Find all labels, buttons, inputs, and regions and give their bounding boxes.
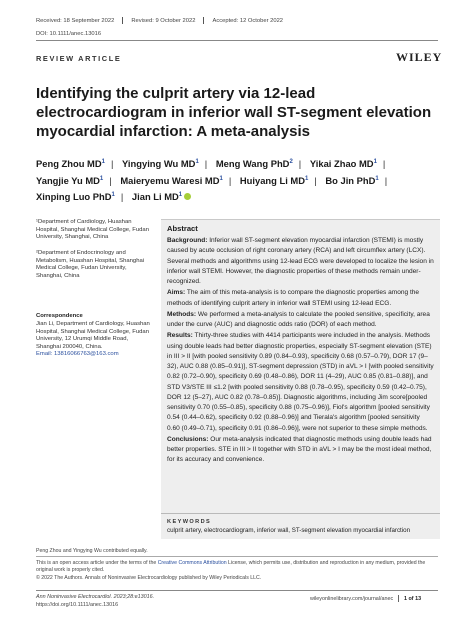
correspondence-email[interactable]: Email: 13816066763@163.com [36, 351, 119, 358]
author-name[interactable]: Peng Zhou $MD^1$ [36, 158, 105, 170]
copyright: © 2022 The Authors. Annals of Noninvasive Electrocardiology published by Wiley Periodicals LLC. [36, 574, 262, 581]
received-date: Received: 18 September 2022 [36, 18, 115, 25]
orcid-icon[interactable] [184, 193, 191, 200]
page-number: 1 of 13 [404, 595, 422, 602]
journal-citation: Ann Noninvasive Electrocardiol. 2023;28:e13016. [36, 594, 155, 600]
abstract-background: Background: Inferior wall ST-segment elevation myocardial infarction (STEMI) is mostly caused by acute occlusion of right coronary artery (RCA) and left circumflex artery (LCX). Several methods and algorithms using 12-lead ECG were developed to localize the lesion in inferior wall STEMI. However, the diagnostic properties of these methods remain under-recognized. [167, 237, 434, 285]
article-type: REVIEW ARTICLE [36, 54, 122, 63]
equal-contribution-note: Peng Zhou and Yingying Wu contributed equally. [36, 548, 148, 554]
author-name[interactable]: Bo Jin PhD$^1$ [325, 174, 379, 186]
publication-dates [36, 17, 283, 24]
footer-site [310, 595, 421, 602]
abstract-methods: Methods: We performed a meta-analysis to calculate the pooled sensitive, specificity, area under the curve (AUC) and diagnostic odds ratio (DOR) of each method. [167, 310, 430, 328]
publisher-logo: WILEY [396, 50, 443, 64]
divider [398, 595, 399, 602]
author-name[interactable]: Meng Wang PhD$^2$ [215, 158, 293, 170]
license-notice: This is an open access article under the terms of the Creative Commons Attribution License, which permits use, distribution and reproduction in any medium, provided the original work is properly cited. © 2022 The Authors. Annals of Noninvasive Electrocardiology published by Wiley Periodicals LLC. [36, 560, 426, 581]
author-name[interactable]: Yikai Zhao $MD^1$ [309, 158, 377, 170]
keywords-heading: KEYWORDS [167, 519, 212, 525]
divider [122, 17, 123, 24]
author-name[interactable]: Xinping Luo PhD$^1$ [36, 190, 115, 202]
footnote-divider [36, 556, 438, 557]
header-divider [36, 40, 438, 41]
divider [203, 17, 204, 24]
author-name[interactable]: Yangjie Yu $MD^1$ [36, 174, 104, 186]
correspondence-label: Correspondence [36, 313, 83, 319]
abstract-conclusions: Conclusions: Our meta-analysis indicated that diagnostic methods using double leads had better properties. STE in III > II together with STD in aVL > I may be the most ideal method, for its accuracy and convenience. [167, 435, 432, 464]
keywords-list: culprit artery, electrocardiogram, inferior wall, ST-segment elevation myocardial infarction [167, 527, 411, 534]
article-title: Identifying the culprit artery via 12-lead electrocardiogram in inferior wall ST-segment elevation myocardial infarction: A meta-analysis [36, 85, 432, 140]
cc-license-link[interactable]: Creative Commons Attribution [157, 560, 227, 566]
author-list: Peng Zhou $MD^1$ | Yingying Wu $MD^1$ | Meng Wang PhD$^2$ | Yikai Zhao $MD^1$ | Yangjie Yu $MD^1$ | Maieryemu Waresi $MD^1$ | Huiyang Li $MD^1$ | Bo Jin PhD$^1$ | Xinping Luo PhD$^1$ | Jian Li $MD^1$ [36, 158, 388, 202]
affiliation-1: ¹Department of Cardiology, Huashan Hospital, Shanghai Medical College, Fudan University, Shanghai, China [36, 219, 149, 241]
footer-doi-link[interactable]: https://doi.org/10.1111/anec.13016 [36, 602, 119, 608]
abstract-aims: Aims: The aim of this meta-analysis is to compare the diagnostic properties among the methods of identifying culprit artery in inferior wall STEMI using 12-lead ECG. [167, 289, 420, 307]
author-name[interactable]: Jian Li $MD^1$ [131, 190, 183, 202]
abstract-body [167, 236, 434, 467]
author-name[interactable]: Yingying Wu $MD^1$ [122, 158, 199, 170]
abstract-results: Results: Thirty-three studies with 4414 participants were included in the analysis. Methods using double leads had better diagnostic properties, especially ST-segment elevation (STE) in III > II [with pooled sensitivity 0.89 (0.84–0.93), specificity 0.68 (0.57–0.79), DOR 17 (9–32), AUC 0.88 (0.85–0.91)], ST-segment depression (STD) in aVL > I [with pooled sensitivity 0.82 (0.72–0.90), specificity 0.69 (0.48–0.86), DOR 11 (4–29), AUC 0.85 (0.81–0.88)], and STD V3/STE III ≤1.2 [with pooled sensitivity 0.88 (0.78–0.95), specificity 0.59 (0.42–0.75), DOR 12 (5–27), AUC 0.82 (0.78–0.85)]. Diagnostic algorithms, including Jim score[pooled sensitivity 0.70 (0.55–0.85), specificity 0.88 (0.75–0.96)], Fiol's algorithm [pooled sensitivity 0.54 (0.44–0.62), specificity 0.92 (0.88–0.96)] and Tierala's algorithm [pooled sensitivity 0.60 (0.49–0.71), specificity 0.91 (0.86–0.96)], were not superior to these simple methods. [167, 332, 434, 432]
accepted-date: Accepted: 12 October 2022 [212, 18, 284, 25]
correspondence-text: Jian Li, Department of Cardiology, Huashan Hospital, Shanghai Medical College, Fudan University, 12 Urumqi Middle Road, Shanghai 200040, China. Email: 13816066763@163.com [36, 321, 150, 358]
revised-date: Revised: 9 October 2022 [131, 18, 196, 25]
footer-divider [36, 590, 438, 591]
keywords-divider [161, 513, 440, 514]
abstract-heading: Abstract [167, 224, 198, 233]
journal-site-link[interactable]: wileyonlinelibrary.com/journal/anec [310, 595, 394, 602]
doi[interactable]: DOI: 10.1111/anec.13016 [36, 31, 102, 37]
author-name[interactable]: Huiyang Li $MD^1$ [239, 174, 309, 186]
affiliation-2: ²Department of Endocrinology and Metabolism, Huashan Hospital, Shanghai Medical College, Fudan University, Shanghai, China [36, 250, 145, 279]
author-name[interactable]: Maieryemu Waresi $MD^1$ [120, 174, 223, 186]
